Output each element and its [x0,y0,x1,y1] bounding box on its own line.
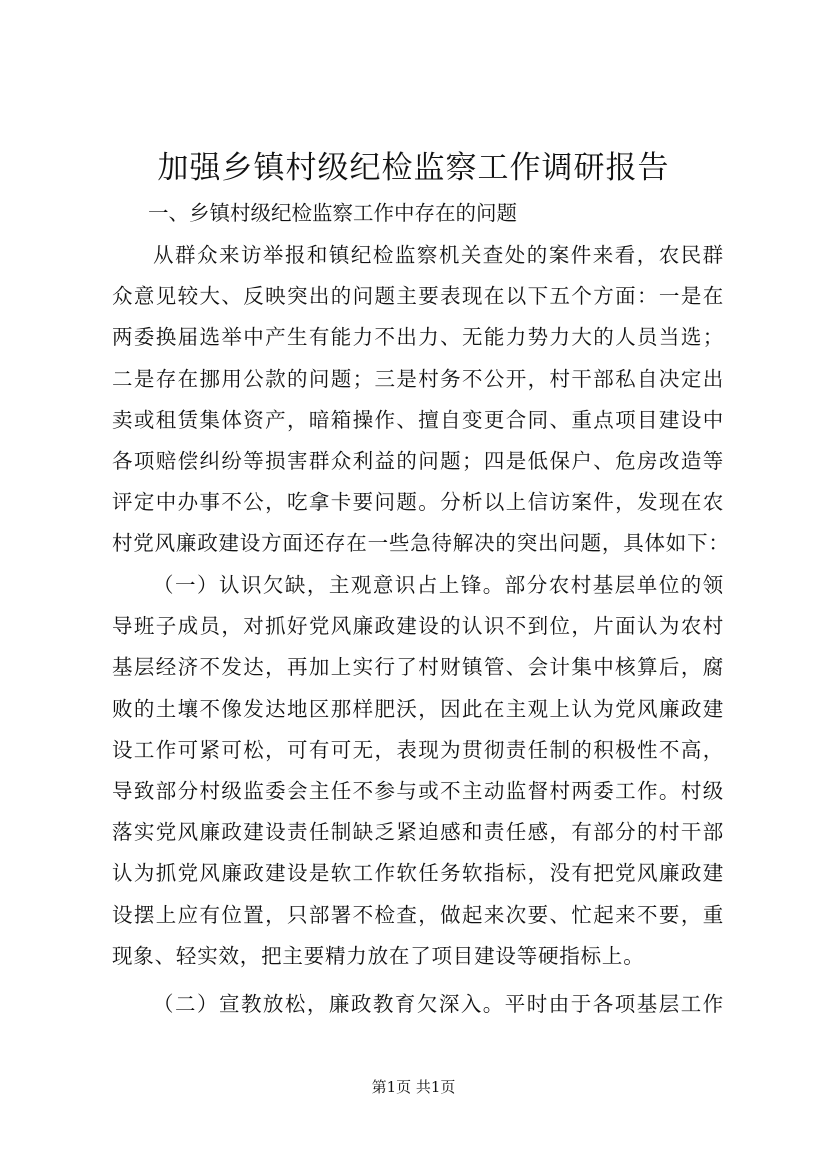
paragraph-line: 认为抓党风廉政建设是软工作软任务软指标，没有把党风廉政建 [112,861,724,886]
paragraph-3 [112,984,724,1025]
paragraph-line: 卖或租赁集体资产，暗箱操作、擅自变更合同、重点项目建设中 [112,407,724,432]
paragraph-line: （二）宣教放松，廉政教育欠深入。平时由于各项基层工作 [153,992,724,1016]
paragraph-line: 从群众来访举报和镇纪检监察机关查处的案件来看，农民群 [153,243,724,267]
paragraph-line: 村党风廉政建设方面还存在一些急待解决的突出问题，具体如下： [112,531,730,556]
paragraph-line: 导班子成员，对抓好党风廉政建设的认识不到位，片面认为农村 [112,614,724,639]
paragraph-line: 导致部分村级监委会主任不参与或不主动监督村两委工作。村级 [112,778,724,803]
paragraph-line: 现象、轻实效，把主要精力放在了项目建设等硬指标上。 [112,943,645,968]
paragraph-line: 设工作可紧可松，可有可无，表现为贯彻责任制的积极性不高， [112,737,724,762]
paragraph-line: 二是存在挪用公款的问题；三是村务不公开，村干部私自决定出 [112,366,724,391]
paragraph-line: 落实党风廉政建设责任制缺乏紧迫感和责任感，有部分的村干部 [112,820,724,845]
page-footer: 第1页 共1页 [371,1078,456,1096]
paragraph-line: 评定中办事不公，吃拿卡要问题。分析以上信访案件，发现在农 [112,490,724,515]
paragraph-line: 各项赔偿纠纷等损害群众利益的问题；四是低保户、危房改造等 [112,448,724,473]
paragraph-line: 设摆上应有位置，只部署不检查，做起来次要、忙起来不要，重 [112,902,724,927]
paragraph-1 [112,235,730,565]
paragraph-2 [112,565,724,977]
section-heading: 一、乡镇村级纪检监察工作中存在的问题 [148,201,517,225]
paragraph-line: 两委换届选举中产生有能力不出力、无能力势力大的人员当选； [112,325,724,350]
paragraph-line: （一）认识欠缺，主观意识占上锋。部分农村基层单位的领 [153,573,724,597]
paragraph-line: 败的土壤不像发达地区那样肥沃，因此在主观上认为党风廉政建 [112,696,724,721]
paragraph-line: 众意见较大、反映突出的问题主要表现在以下五个方面：一是在 [112,284,724,309]
document-title: 加强乡镇村级纪检监察工作调研报告 [157,150,670,186]
paragraph-line: 基层经济不发达，再加上实行了村财镇管、会计集中核算后，腐 [112,655,724,680]
